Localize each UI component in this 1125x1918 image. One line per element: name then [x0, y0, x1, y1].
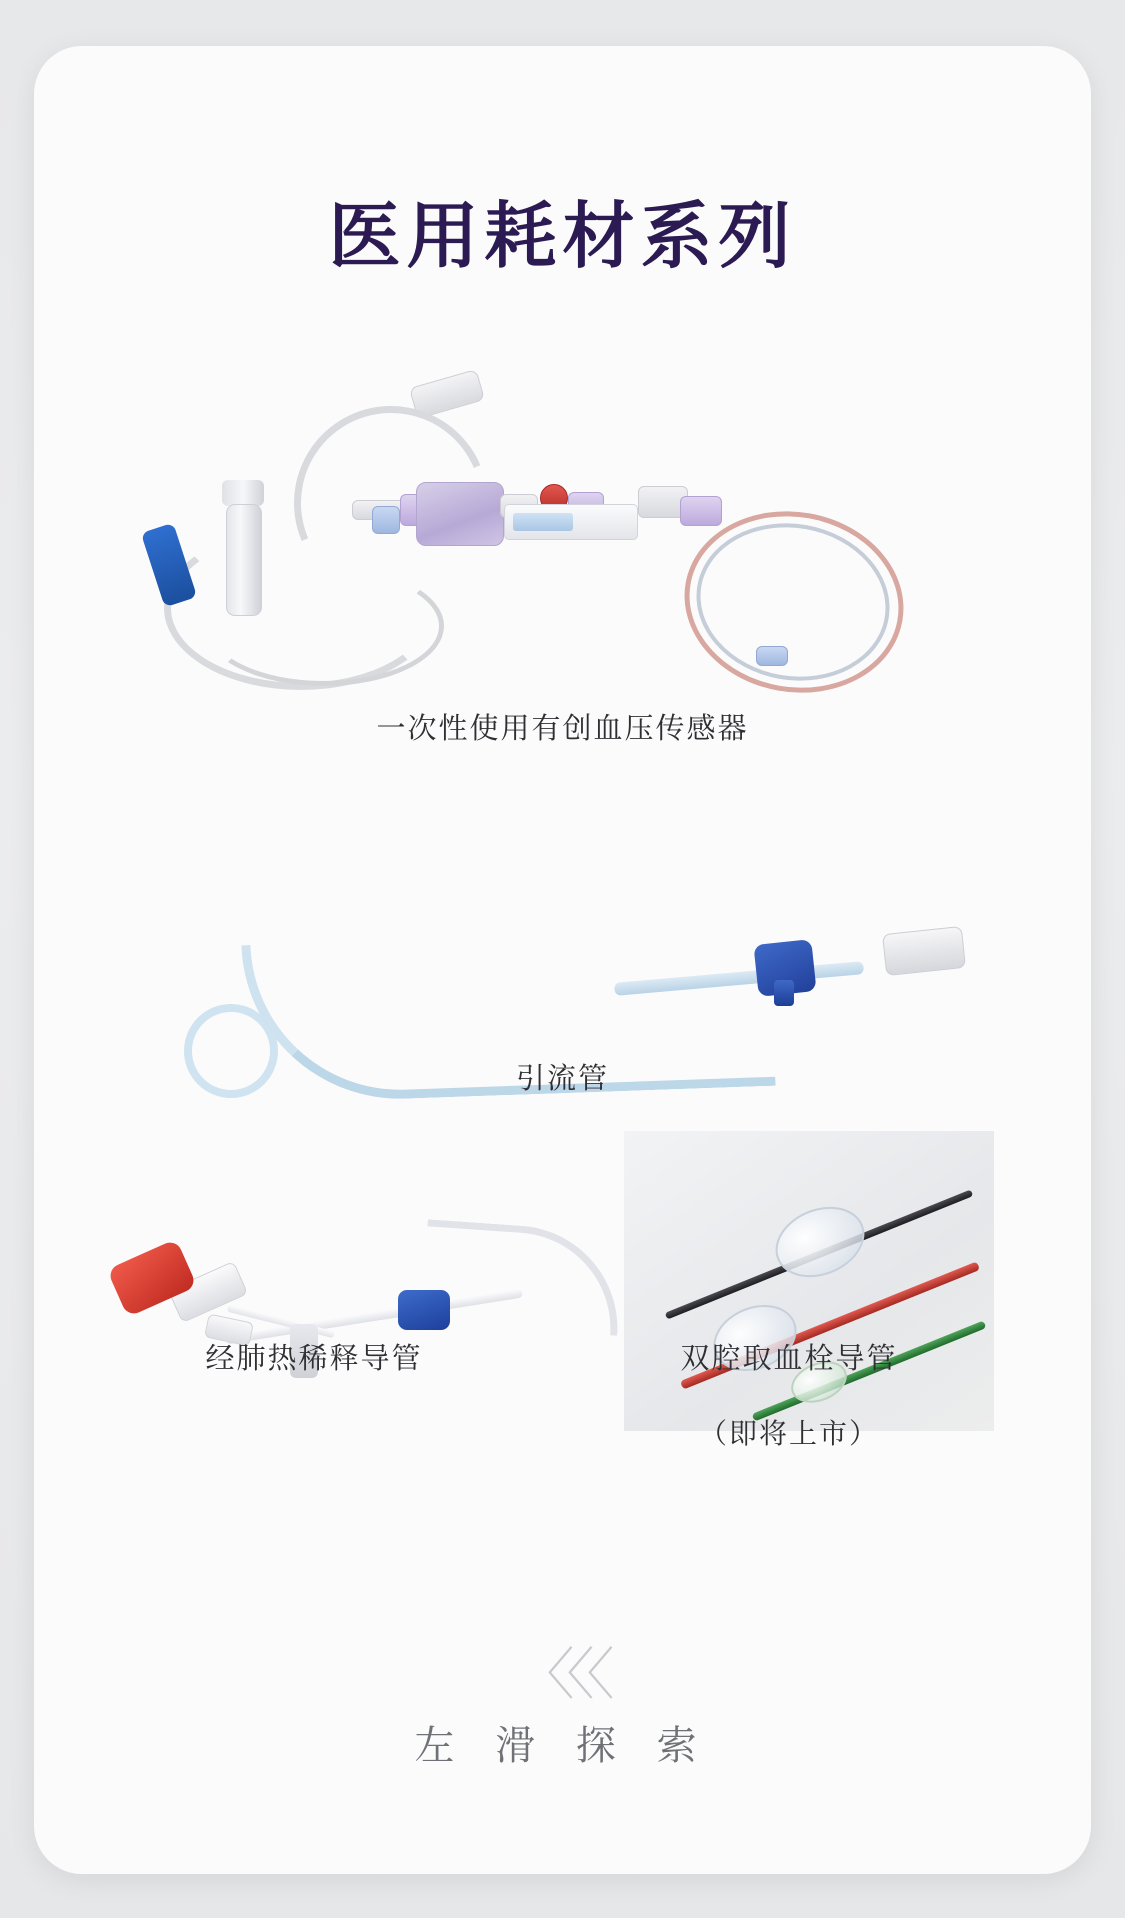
product-image-blood-pressure-transducer [144, 376, 974, 686]
product-card [34, 46, 1091, 1874]
swipe-chevrons-icon: 〈〈〈 [518, 1643, 607, 1708]
transducer-housing [416, 482, 504, 546]
page-title: 医用耗材系列 [328, 194, 797, 278]
drainage-hub-wing [774, 980, 794, 1006]
caption-drainage-catheter: 引流管 [515, 1061, 609, 1095]
swipe-hint-label[interactable]: 左 滑 探 索 [414, 1723, 711, 1769]
syringe-plunger [513, 513, 573, 531]
caption-dual-lumen-thrombectomy-sub: （即将上市） [698, 1417, 879, 1450]
balloon-1 [765, 1194, 875, 1290]
caption-dual-lumen-thrombectomy: 双腔取血栓导管 [680, 1341, 898, 1375]
catheter-tip-connector [756, 646, 788, 666]
product-image-thermodilution-catheter [114, 1226, 574, 1416]
caption-thermodilution-catheter-bottom: 经肺热稀释导管 [205, 1341, 423, 1375]
drip-chamber-cap [222, 480, 264, 506]
flush-valve [372, 506, 400, 534]
drainage-end-cap [882, 926, 966, 976]
blue-stopcock [398, 1290, 450, 1330]
product-image-dual-lumen-thrombectomy [624, 1131, 994, 1431]
catheter-distal-curve [421, 1219, 625, 1335]
connector-purple-3 [680, 496, 722, 526]
syringe [504, 504, 638, 540]
drip-chamber [226, 504, 262, 616]
caption-blood-pressure-transducer: 一次性使用有创血压传感器 [376, 711, 749, 745]
